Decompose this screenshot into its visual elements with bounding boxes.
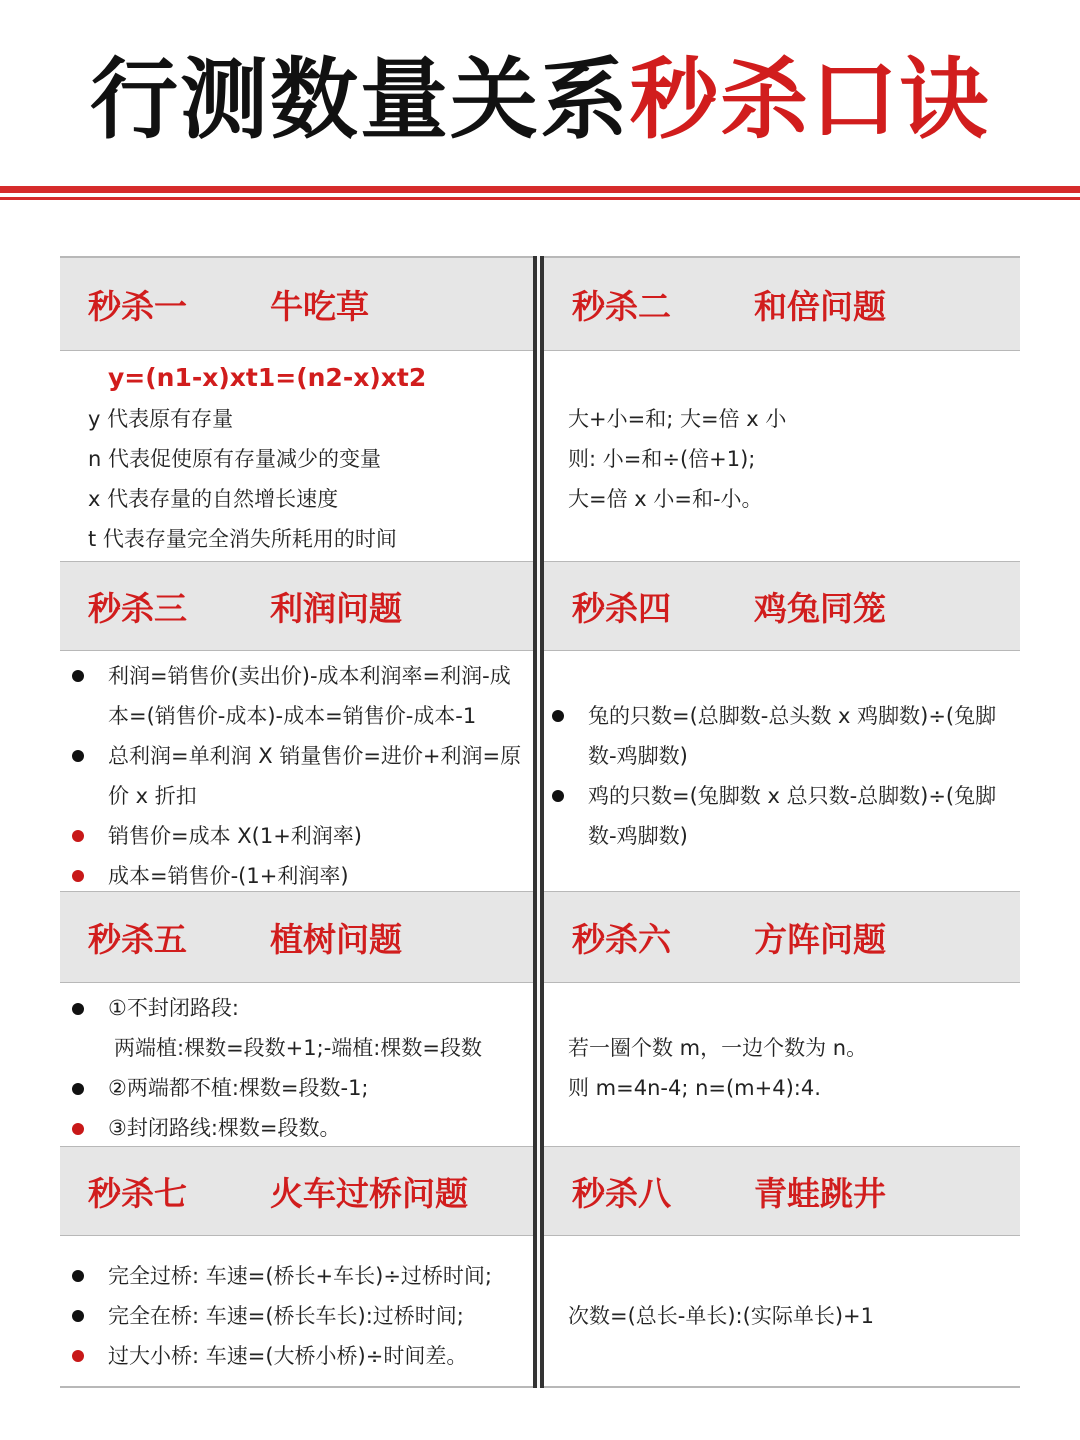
title-black: 行测数量关系 — [89, 48, 630, 151]
section-1-number: 秒杀一 — [88, 286, 187, 326]
section-1-body — [60, 351, 533, 561]
bullet-icon — [72, 870, 84, 882]
section-3-line: 成本=销售价-(1+利润率) — [108, 864, 349, 888]
section-3-line: 利润=销售价(卖出价)-成本利润率=利润-成 — [108, 664, 511, 688]
section-7-header — [60, 1146, 533, 1236]
section-6-line: 则 m=4n-4; n=(m+4):4. — [568, 1076, 821, 1100]
section-3-header — [60, 561, 533, 651]
bullet-icon — [552, 710, 564, 722]
section-2-number: 秒杀二 — [572, 286, 671, 326]
bullet-icon — [72, 1083, 84, 1095]
section-3-number: 秒杀三 — [88, 588, 187, 628]
section-6-body — [544, 983, 1020, 1146]
section-2-topic: 和倍问题 — [754, 286, 886, 326]
section-5-header — [60, 891, 533, 983]
section-8-line: 次数=(总长-单长):(实际单长)+1 — [568, 1304, 874, 1328]
section-1-topic: 牛吃草 — [270, 286, 369, 326]
bullet-icon — [72, 1123, 84, 1135]
page-title — [0, 40, 1080, 160]
section-7-number: 秒杀七 — [88, 1173, 187, 1213]
section-8-header — [544, 1146, 1020, 1236]
section-7-body — [60, 1236, 533, 1386]
section-2-body — [544, 351, 1020, 561]
section-8-body — [544, 1236, 1020, 1386]
section-7-line: 完全过桥: 车速=(桥长+车长)÷过桥时间; — [108, 1264, 492, 1288]
section-6-topic: 方阵问题 — [754, 919, 886, 959]
title-red: 秒杀口诀 — [630, 48, 991, 151]
section-3-line: 价 x 折扣 — [108, 784, 197, 808]
section-6-line: 若一圈个数 m，一边个数为 n。 — [568, 1036, 868, 1060]
section-1-formula: y=(n1-x)xt1=(n2-x)xt2 — [108, 363, 427, 392]
section-7-line: 过大小桥: 车速=(大桥小桥)÷时间差。 — [108, 1344, 468, 1368]
column-divider — [533, 256, 544, 1388]
bullet-icon — [72, 1003, 84, 1015]
section-1-line: y 代表原有存量 — [88, 407, 234, 431]
bullet-icon — [552, 790, 564, 802]
section-3-topic: 利润问题 — [270, 588, 402, 628]
section-5-body — [60, 983, 533, 1146]
section-1-line: n 代表促使原有存量减少的变量 — [88, 447, 381, 471]
section-5-line: ②两端都不植:棵数=段数-1; — [108, 1076, 369, 1100]
bullet-icon — [72, 670, 84, 682]
section-4-topic: 鸡兔同笼 — [754, 588, 886, 628]
section-5-line: 两端植:棵数=段数+1;-端植:棵数=段数 — [114, 1036, 482, 1060]
section-6-number: 秒杀六 — [572, 919, 671, 959]
section-5-line: ③封闭路线:棵数=段数。 — [108, 1116, 341, 1140]
section-3-line: 总利润=单利润 X 销量售价=进价+利润=原 — [108, 744, 522, 768]
title-divider-thin — [0, 197, 1080, 200]
section-4-number: 秒杀四 — [572, 588, 671, 628]
section-5-number: 秒杀五 — [88, 919, 187, 959]
section-2-line: 则: 小=和÷(倍+1); — [568, 447, 756, 471]
section-3-body — [60, 651, 533, 891]
section-1-line: t 代表存量完全消失所耗用的时间 — [88, 527, 397, 551]
section-4-line: 数-鸡脚数) — [588, 824, 688, 848]
section-8-number: 秒杀八 — [572, 1173, 671, 1213]
section-2-line: 大+小=和; 大=倍 x 小 — [568, 407, 787, 431]
section-4-header — [544, 561, 1020, 651]
section-1-line: x 代表存量的自然增长速度 — [88, 487, 339, 511]
section-5-topic: 植树问题 — [270, 919, 402, 959]
bullet-icon — [72, 750, 84, 762]
bullet-icon — [72, 1310, 84, 1322]
section-2-line: 大=倍 x 小=和-小。 — [568, 487, 763, 511]
bullet-icon — [72, 830, 84, 842]
bullet-icon — [72, 1350, 84, 1362]
section-8-topic: 青蛙跳井 — [754, 1173, 886, 1213]
bullet-icon — [72, 1270, 84, 1282]
title-divider-thick — [0, 186, 1080, 193]
section-3-line: 销售价=成本 X(1+利润率) — [108, 824, 362, 848]
section-4-line: 鸡的只数=(兔脚数 x 总只数-总脚数)÷(兔脚 — [588, 784, 997, 808]
section-4-line: 兔的只数=(总脚数-总头数 x 鸡脚数)÷(兔脚 — [588, 704, 997, 728]
section-7-topic: 火车过桥问题 — [270, 1173, 468, 1213]
section-6-header — [544, 891, 1020, 983]
section-4-line: 数-鸡脚数) — [588, 744, 688, 768]
section-1-header — [60, 257, 533, 351]
section-2-header — [544, 257, 1020, 351]
section-5-line: ①不封闭路段: — [108, 996, 239, 1020]
section-4-body — [544, 651, 1020, 891]
section-7-line: 完全在桥: 车速=(桥长车长):过桥时间; — [108, 1304, 464, 1328]
section-3-line: 本=(销售价-成本)-成本=销售价-成本-1 — [108, 704, 477, 728]
